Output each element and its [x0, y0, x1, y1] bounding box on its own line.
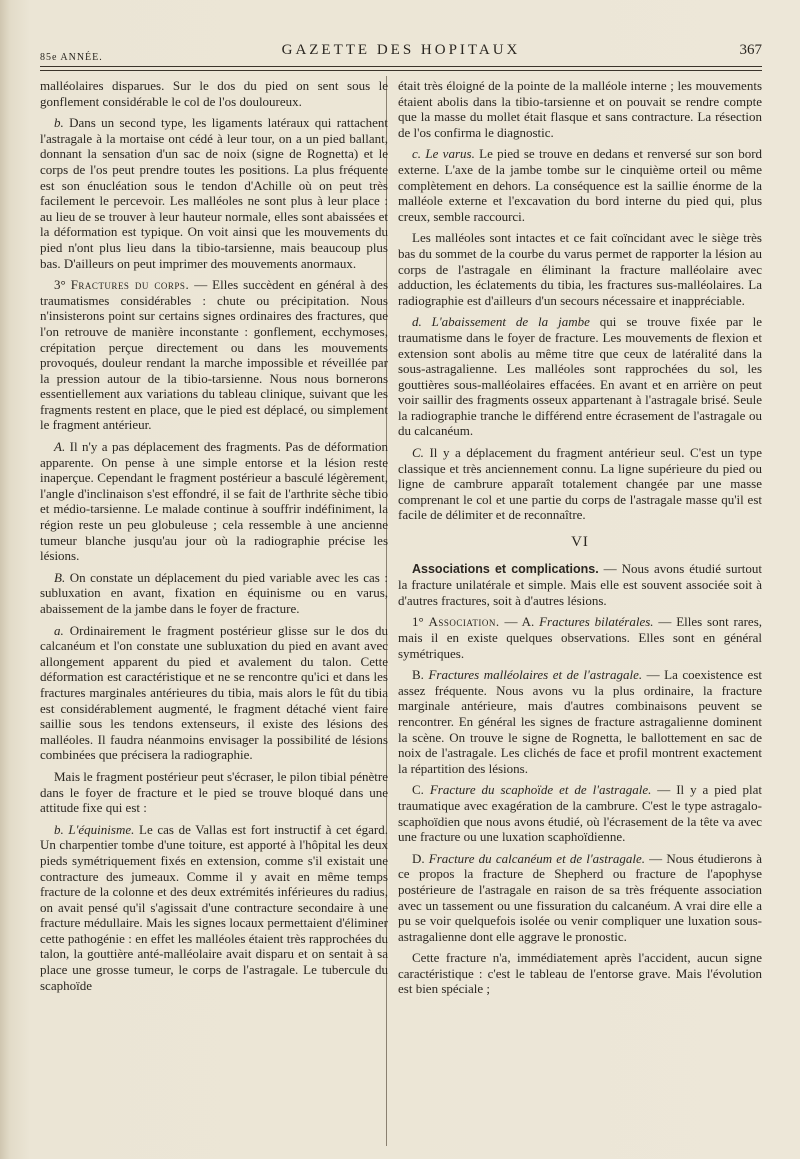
- paragraph: malléolaires disparues. Sur le dos du pied on sent sous le gonflement considérable le col de l'os douloureux.: [40, 78, 388, 109]
- section-heading: Association.: [428, 614, 500, 630]
- paragraph-text: Ordinairement le fragment postérieur glisse sur le dos du calcanéum et l'on constate une subluxation du pied en avant avec allongement apparent du pied et avalement du talon. Cette déformation est caractéristique et ne se rencontre qu'ici et dans les fractures marginales antérieures du tibia, mais alors le fût du tibia est considérablement augmenté, le fragment détaché vient faire saillie sous les tendons extenseurs, il existe des lésions des malléoles. Il faudra néanmoins envisager la possibilité de lésions combinées que précisera la radiographie.: [40, 622, 388, 763]
- item-title: L'équinisme.: [68, 821, 135, 837]
- item-label: D.: [412, 850, 425, 866]
- paragraph: [40, 277, 388, 433]
- item-label: c.: [412, 146, 422, 162]
- paragraph-text: — Il y a pied plat traumatique avec exagération de la cambrure. C'est le type astragalo-scaphoïdien que nous avons étudié, où l'écrasement de la tête va avec une fracture ou une luxation scaphoïdienne.: [398, 782, 762, 845]
- item-label: C.: [412, 782, 424, 798]
- paragraph-text: — La coexistence est assez fréquente. Nous avons vu la plus ordinaire, la fracture marginale antérieure, mais d'autres combinaisons peuvent se rencontrer. En général les signes de fracture astragalienne dominent la scène. On trouve le signe de Rognetta, le ballottement en sac de noix de l'astragale. Les clichés de face et profil montrent exactement la répartition des lésions.: [398, 667, 762, 776]
- paragraph: [398, 851, 762, 945]
- paragraph: [398, 314, 762, 439]
- section-number: 1°: [412, 614, 424, 630]
- item-label: B.: [412, 667, 424, 683]
- paragraph-text: Dans un second type, les ligaments latéraux qui rattachent l'astragale à la mortaise ont cédé à leur tour, on a un pied ballant, donnant la sensation d'un sac de noix (signe de Rognetta) et le corps de l'os peut prendre toutes les positions. La plus fréquente est son énucléation sous le tendon d'Achille où on peut très facilement le percevoir. Les malléoles ne sont plus à leur place : au lieu de se trouver à leur hauteur normale, elles sont abaissées et la déformation est typique. On voit ainsi que les mouvements du pied n'ont plus lieu dans la tibio-tarsienne, mais beaucoup plus bas. D'ailleurs on peut imprimer des mouvements anormaux.: [40, 115, 388, 271]
- item-title: Fractures bilatérales.: [539, 614, 654, 630]
- item-label: b.: [54, 821, 64, 837]
- section-numeral: VI: [571, 534, 589, 551]
- paragraph: [398, 146, 762, 224]
- item-label: C.: [412, 445, 424, 461]
- paragraph: [40, 623, 388, 763]
- paragraph: [40, 115, 388, 271]
- paragraph-text: Le cas de Vallas est fort instructif à cet égard. Un charpentier tombe d'une toiture, est apporté à l'hôpital les deux pieds symétriquement fixés en extension, comme s'il existait une contracture des jumeaux. Comme il y avait en même temps fracture de la colonne et des deux extrémités inférieures du radius, on avait pensé qu'il s'agissait d'une contracture secondaire à une fracture médullaire. Mais les signes locaux permettaient d'éliminer cette pathogénie : en effet les malléoles étaient très rapprochées du talon, la gouttière anté-malléolaire avait disparu et on sentait à sa place une grosse tumeur, le corps de l'astragale. Le tubercule du scaphoïde: [40, 821, 388, 993]
- item-label: a.: [54, 622, 64, 638]
- section-number: 3°: [54, 277, 66, 293]
- paragraph: Les malléoles sont intactes et ce fait coïncidant avec le siège très bas du sommet de la courbe du varus permet de rapporter la lésion au corps de l'astragale en éliminant la fracture malléolaire avec adduction, les éclatements du tibia, les fractures sus-malléolaires. La radiographie est d'ailleurs d'un secours nécessaire et inappréciable.: [398, 230, 762, 308]
- paragraph-text: — Nous avons étudié surtout la fracture unilatérale et simple. Mais elle est souvent associée soit à d'autres fractures, soit à d'autres lésions.: [398, 560, 762, 608]
- paragraph: Cette fracture n'a, immédiatement après l'accident, aucun signe caractéristique : c'est le tableau de l'entorse grave. Mais l'évolution est bien spéciale ;: [398, 950, 762, 997]
- page-number: 367: [739, 42, 762, 58]
- paragraph: Mais le fragment postérieur peut s'écraser, le pilon tibial pénètre dans le foyer de fracture et le pied se trouve bloqué dans une attitude fixe qui est :: [40, 768, 388, 816]
- paragraph-text: Le pied se trouve en dedans et renversé sur son bord externe. L'axe de la jambe tombe sur le cinquième orteil ou même complètement en dehors. La conséquence est la saillie énorme de la malléole externe et l'excavation du bord interne du pied qui, plus creux, semble raccourci.: [398, 146, 762, 224]
- paragraph-text: — Nous étudierons à ce propos la fracture de Shepherd ou fracture de l'apophyse postérieure de l'astragale en raison de sa très fréquente association avec un tassement ou une fissuration du calcanéum. A vrai dire elle a pu se voir quelquefois isolée ou venir compliquer une luxation sous-astragalienne dont elle aggrave le pronostic.: [398, 850, 762, 944]
- item-title: Fractures malléolaires et de l'astragale.: [428, 667, 643, 683]
- paragraph: [40, 822, 388, 994]
- header-rule-top: [40, 66, 762, 67]
- item-title: Fracture du calcanéum et de l'astragale.: [428, 850, 646, 866]
- paragraph: était très éloigné de la pointe de la malléole interne ; les mouvements étaient abolis dans la tibio-tarsienne et on pouvait se rendre compte que la masse du mollet était flasque et sans contracture. La résection de l'os confirma le diagnostic.: [398, 78, 762, 140]
- journal-title: GAZETTE DES HOPITAUX: [281, 42, 521, 58]
- paragraph: [398, 445, 762, 523]
- right-column: [398, 78, 762, 1148]
- paragraph: [398, 614, 762, 661]
- header-rule-bottom: [40, 70, 762, 71]
- item-label: d.: [412, 314, 422, 330]
- paragraph: [398, 561, 762, 609]
- paragraph-text: qui se trouve fixée par le traumatisme dans le foyer de fracture. Les mouvements de flexion et extension sont abolis au même titre que ceux de latéralité dans la sous-astragalienne. Les malléoles sont rapprochées du sol, les gouttières sous-malléolaires effacées. En avant et en arrière on peut voir saillir des fragments osseux appartenant à l'astragale brisé. Seule la radiographie tranche le différend entre écrasement de l'astragale ou du calcanéum.: [398, 314, 762, 439]
- paragraph-text: On constate un déplacement du pied variable avec les cas : subluxation en avant, fixation en équinisme ou en varus, abaissement de la jambe dans le foyer de fracture.: [40, 569, 388, 616]
- paragraph-text: Il n'y a pas déplacement des fragments. Pas de déformation apparente. On pense à une simple entorse et la lésion reste inaperçue. Cependant le fragment postérieur a basculé légèrement, l'angle d'inclinaison s'est effondré, il se fait de l'arthrite sèche tibio et médio-tarsienne. Le malade continue à souffrir indéfiniment, la région reste un peu globuleuse ; cela ressemble à une ancienne tumeur blanche jusqu'au jour où la radiographie précise les lésions.: [40, 439, 388, 564]
- item-title: Le varus.: [425, 146, 475, 162]
- section-heading: Associations et complications.: [412, 561, 599, 576]
- item-label: A.: [54, 439, 66, 455]
- item-label: — A.: [499, 614, 540, 630]
- section-heading: Fractures du corps.: [70, 277, 190, 293]
- item-title: L'abaissement de la jambe: [431, 314, 590, 330]
- paragraph-text: — Elles sont rares, mais il en existe quelques observations. Elles sont en général symétriques.: [398, 614, 762, 661]
- item-label: B.: [54, 569, 66, 585]
- paragraph: [40, 439, 388, 564]
- year-label: 85e ANNÉE.: [40, 52, 103, 63]
- paragraph: [398, 782, 762, 844]
- paragraph: [40, 570, 388, 617]
- item-label: b.: [54, 115, 64, 131]
- left-column: [40, 78, 388, 1148]
- paragraph-text: — Elles succèdent en général à des traumatismes considérables : chute ou précipitation. Nous n'insisterons point sur certains signes ordinaires des fractures, que l'on retrouve de manière inconstante : gonflement, ecchymoses, crépitation perçue directement ou dans les mouvements provoqués, douleur rendant la marche impossible et réveillée par la pression autour de la tibio-tarsienne. Nous nous bornerons essentiellement aux variations du tableau clinique, suivant que les fragments restent en place, que le pied est déplacé, ou simplement le fragment antérieur.: [40, 277, 388, 433]
- paragraph-text: Il y a déplacement du fragment antérieur seul. C'est un type classique et très anciennement connu. La ligne supérieure du pied ou ligne de cambrure apparaît totalement changée par une masse comprenant le col et une partie du corps de l'astragale masse qu'il est facile de délimiter et de reconnaître.: [398, 445, 762, 523]
- paragraph: [398, 667, 762, 776]
- item-title: Fracture du scaphoïde et de l'astragale.: [429, 782, 652, 798]
